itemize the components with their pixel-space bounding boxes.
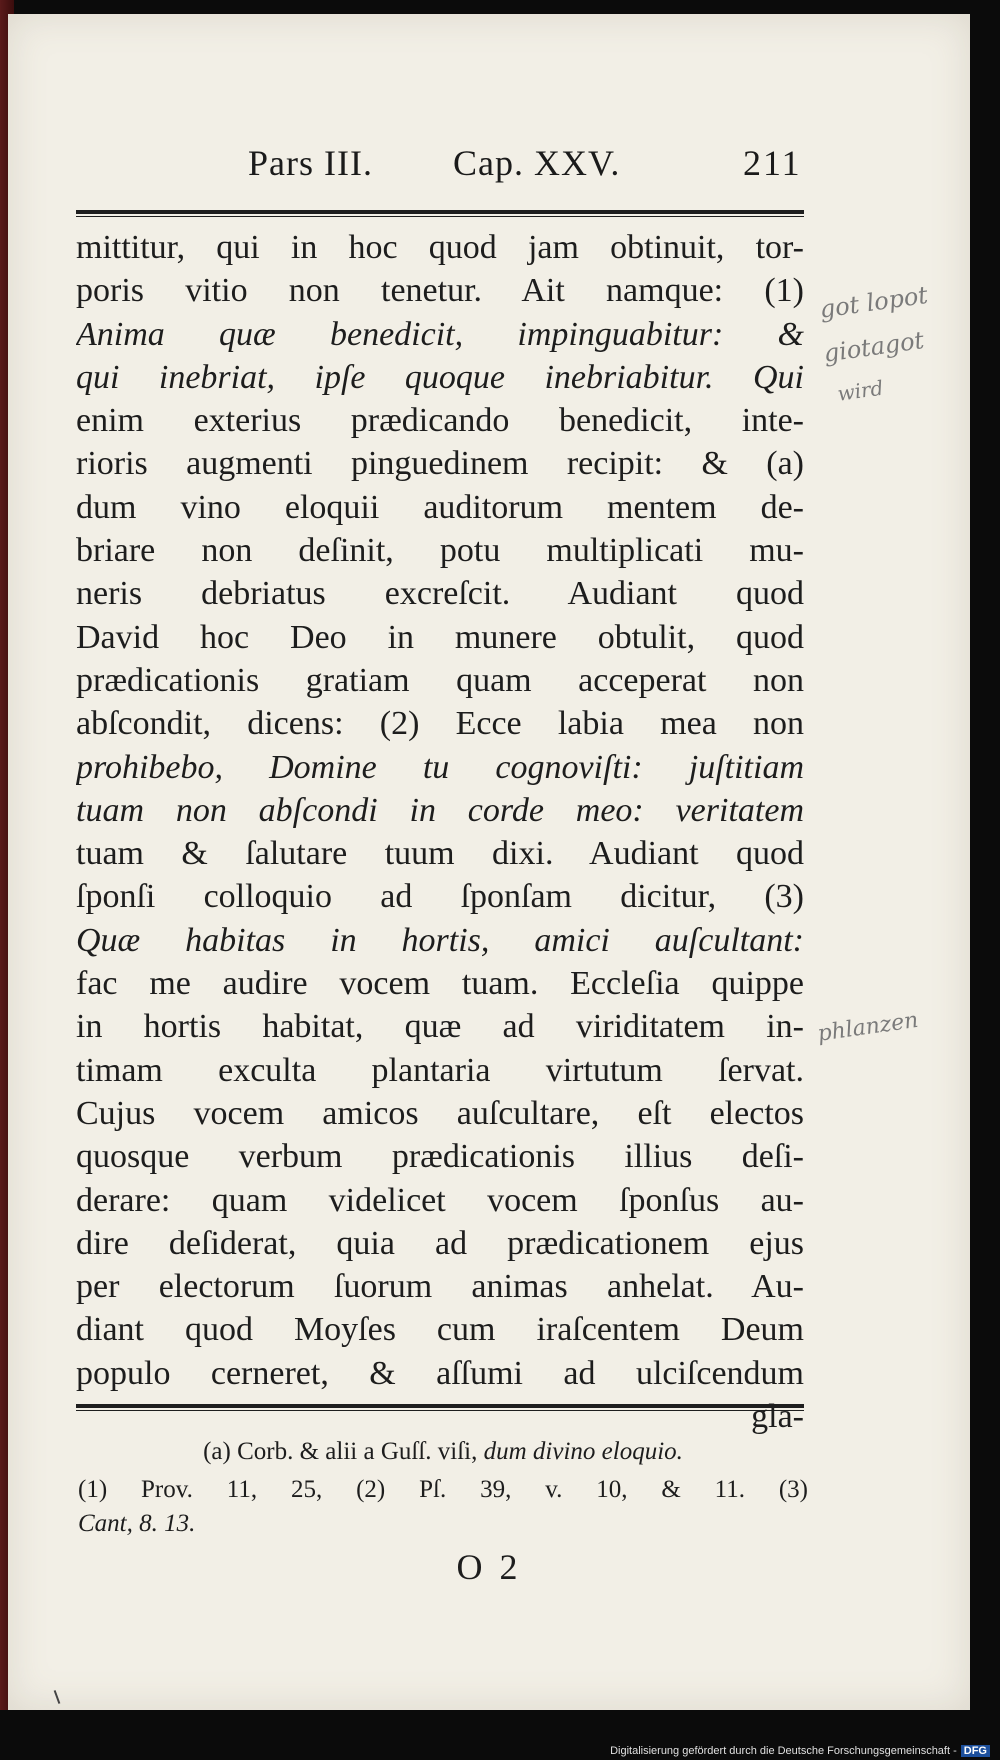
text-line: qui inebriat, ipſe quoque inebriabitur. Qui bbox=[76, 358, 804, 396]
footnote-a-italic: dum divino eloquio. bbox=[483, 1438, 683, 1465]
credit-text: Digitalisierung gefördert durch die Deutsche Forschungsgemeinschaft - bbox=[610, 1745, 957, 1757]
text-line: Anima quæ benedicit, impinguabitur: & bbox=[76, 315, 804, 353]
text-line: dum vino eloquii auditorum mentem de- bbox=[76, 488, 804, 526]
marginal-note-4: phlanzen bbox=[816, 1007, 920, 1047]
text-line: quosque verbum prædicationis illius deſi- bbox=[76, 1138, 804, 1176]
footnote-references-cont: Cant, 8. 13. bbox=[78, 1510, 196, 1537]
header-rule bbox=[76, 210, 804, 217]
page-number: 211 bbox=[743, 143, 802, 183]
text-line: populo cerneret, & aſſumi ad ulciſcendum bbox=[76, 1354, 804, 1392]
text-line: Quæ habitas in hortis, amici auſcultant: bbox=[76, 921, 804, 959]
running-header bbox=[248, 142, 808, 192]
stray-mark bbox=[54, 1690, 61, 1704]
text-line: prohibebo, Domine tu cognoviſti: juſtitiam bbox=[76, 748, 804, 786]
text-line: timam exculta plantaria virtutum ſervat. bbox=[76, 1051, 804, 1089]
footnote-a bbox=[78, 1438, 808, 1466]
footnote-references: (1) Prov. 11, 25, (2) Pſ. 39, v. 10, & 11. (3) bbox=[78, 1476, 808, 1503]
text-line: briare non deſinit, potu multiplicati mu- bbox=[76, 532, 804, 570]
text-line: tuam non abſcondi in corde meo: veritatem bbox=[76, 791, 804, 829]
text-line: ſponſi colloquio ad ſponſam dicitur, (3) bbox=[76, 878, 804, 916]
footnote-rule bbox=[76, 1404, 804, 1411]
dfg-logo: DFG bbox=[961, 1745, 990, 1757]
text-line: Cujus vocem amicos auſcultare, eſt electos bbox=[76, 1094, 804, 1132]
marginal-note-2: giotagot bbox=[822, 325, 926, 368]
body-text bbox=[76, 226, 804, 1438]
text-line: gla- bbox=[751, 1398, 804, 1436]
text-line: David hoc Deo in munere obtulit, quod bbox=[76, 618, 804, 656]
text-line: rioris augmenti pinguedinem recipit: & (a) bbox=[76, 445, 804, 483]
header-pars: Pars III. bbox=[248, 143, 373, 183]
text-line: prædicationis gratiam quam acceperat non bbox=[76, 661, 804, 699]
text-line: enim exterius prædicando benedicit, inte- bbox=[76, 402, 804, 440]
book-page bbox=[8, 14, 970, 1710]
footnote-a-text: (a) Corb. & alii a Guſſ. viſi, bbox=[203, 1438, 478, 1465]
text-line: poris vitio non tenetur. Ait namque: (1) bbox=[76, 272, 804, 310]
marginal-note-1: got lopot bbox=[818, 280, 930, 324]
text-line: dire deſiderat, quia ad prædicationem ejus bbox=[76, 1224, 804, 1262]
text-line: fac me audire vocem tuam. Eccleſia quippe bbox=[76, 965, 804, 1003]
signature-mark: O 2 bbox=[456, 1547, 522, 1587]
marginal-note-3: wird bbox=[836, 375, 885, 406]
text-line: in hortis habitat, quæ ad viriditatem in- bbox=[76, 1008, 804, 1046]
text-line: diant quod Moyſes cum iraſcentem Deum bbox=[76, 1311, 804, 1349]
text-line: per electorum ſuorum animas anhelat. Au- bbox=[76, 1268, 804, 1306]
text-line: abſcondit, dicens: (2) Ecce labia mea non bbox=[76, 705, 804, 743]
text-line: mittitur, qui in hoc quod jam obtinuit, tor- bbox=[76, 229, 804, 266]
text-line: neris debriatus excreſcit. Audiant quod bbox=[76, 575, 804, 613]
text-line: tuam & ſalutare tuum dixi. Audiant quod bbox=[76, 835, 804, 873]
text-line: derare: quam videlicet vocem ſponſus au- bbox=[76, 1181, 804, 1219]
digitization-credit bbox=[610, 1745, 990, 1757]
header-cap: Cap. XXV. bbox=[453, 143, 621, 183]
